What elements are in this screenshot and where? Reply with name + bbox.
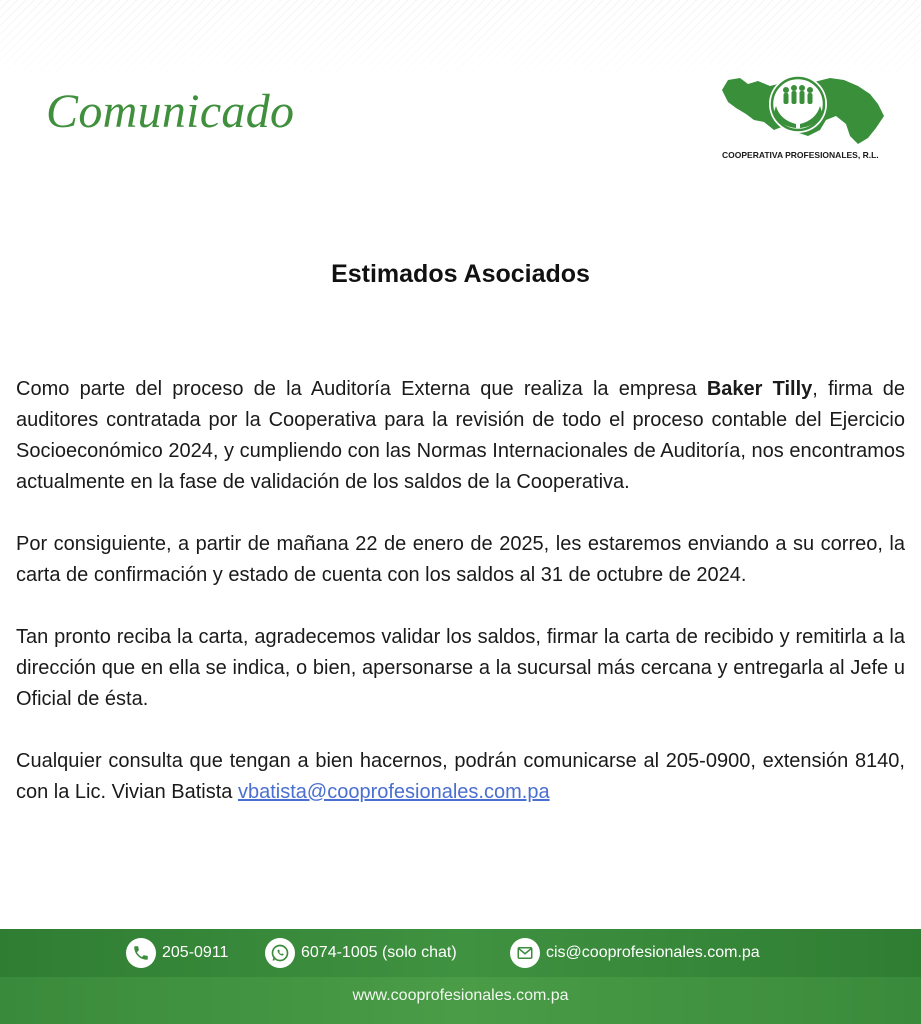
paragraph-1-start: Como parte del proceso de la Auditoría Externa que realiza la empresa xyxy=(16,378,707,400)
paragraph-2: Por consiguiente, a partir de mañana 22 de enero de 2025, les estaremos enviando a su correo, la carta de confirmación y estado de cuenta con los saldos al 31 de octubre de 2024. xyxy=(16,533,905,586)
phone-icon xyxy=(126,938,156,968)
footer-whatsapp[interactable] xyxy=(265,929,457,977)
footer-email[interactable] xyxy=(510,929,760,977)
footer-phone[interactable] xyxy=(126,929,228,977)
panama-map-logo-icon xyxy=(718,72,888,148)
footer-whatsapp-text: 6074-1005 (solo chat) xyxy=(301,944,457,961)
mail-icon xyxy=(510,938,540,968)
footer-website-link[interactable]: www.cooprofesionales.com.pa xyxy=(352,987,569,1004)
logo-caption: COOPERATIVA PROFESIONALES, R.L. xyxy=(722,150,879,160)
cooperative-logo xyxy=(718,72,888,164)
company-name: Baker Tilly xyxy=(706,378,813,400)
greeting-heading: Estimados Asociados xyxy=(331,260,590,288)
paragraph-1 xyxy=(16,374,905,498)
paragraph-1-end: , firma de auditores contratada por la Cooperativa para la revisión de todo el proceso contable del Ejercicio Socioeconómico 2024, y cumpliendo con las Normas Internacionales de Auditoría, nos encontramos actualmente en la fase de validación de los saldos de la Cooperativa. xyxy=(16,378,905,493)
letter-body xyxy=(16,374,905,839)
paragraph-4 xyxy=(16,746,905,808)
footer-email-text: cis@cooprofesionales.com.pa xyxy=(546,944,760,961)
footer-phone-text: 205-0911 xyxy=(162,944,229,961)
header-pattern xyxy=(0,0,921,80)
page-title: Comunicado xyxy=(46,85,295,138)
paragraph-3: Tan pronto reciba la carta, agradecemos validar los saldos, firmar la carta de recibido y remitirla a la dirección que en ella se indica, o bien, apersonarse a la sucursal más cercana y entregarla al Jefe u Oficial de ésta. xyxy=(16,626,905,710)
contact-email-link[interactable]: vbatista@cooprofesionales.com.pa xyxy=(237,781,550,803)
footer xyxy=(0,929,921,1024)
whatsapp-icon xyxy=(265,938,295,968)
paragraph-4-text: Cualquier consulta que tengan a bien hacernos, podrán comunicarse al 205-0900, extensión 8140, con la Lic. Vivian Batista xyxy=(16,750,905,803)
